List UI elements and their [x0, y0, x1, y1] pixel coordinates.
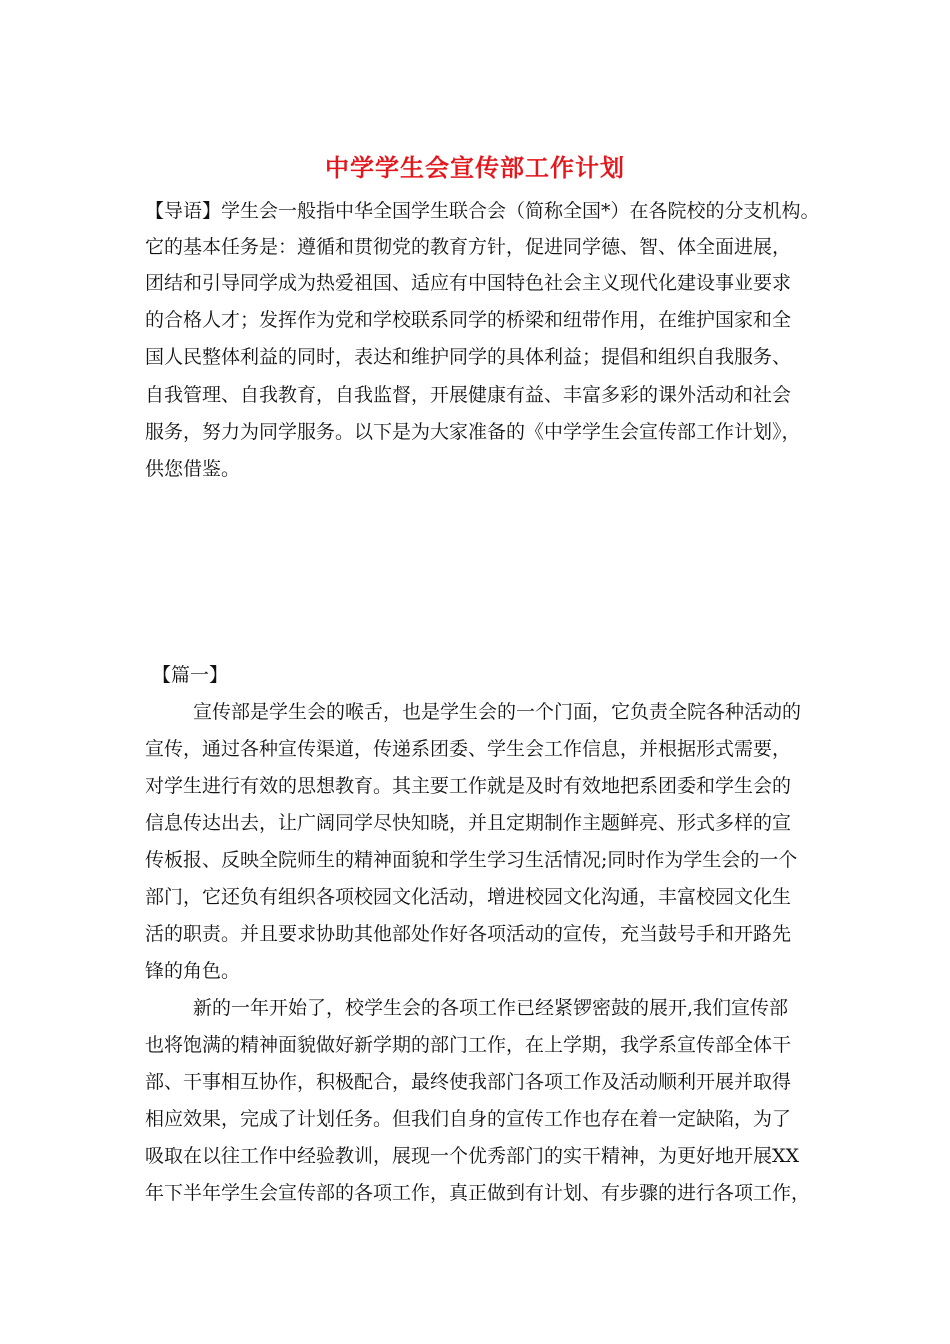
paragraph-line: 信息传达出去，让广阔同学尽快知晓，并且定期制作主题鲜亮、形式多样的宣	[145, 812, 792, 834]
intro-line: 【导语】学生会一般指中华全国学生联合会（简称全国*）在各院校的分支机构。	[145, 200, 820, 222]
paragraph-line: 部门，它还负有组织各项校园文化活动，增进校园文化沟通，丰富校园文化生	[145, 886, 792, 908]
intro-line: 它的基本任务是：遵循和贯彻党的教育方针，促进同学德、智、体全面进展，	[145, 236, 792, 258]
paragraph-line: 部、干事相互协作，积极配合，最终使我部门各项工作及活动顺利开展并取得	[145, 1071, 792, 1093]
paragraph-line: 相应效果，完成了计划任务。但我们自身的宣传工作也存在着一定缺陷，为了	[145, 1108, 792, 1130]
paragraph-line: 新的一年开始了，校学生会的各项工作已经紧锣密鼓的展开,我们宣传部	[193, 997, 789, 1019]
intro-line: 自我管理、自我教育，自我监督，开展健康有益、丰富多彩的课外活动和社会	[145, 384, 792, 406]
section-heading: 【篇一】	[152, 664, 229, 686]
paragraph-line: 宣传部是学生会的喉舌，也是学生会的一个门面，它负责全院各种活动的	[193, 701, 802, 723]
intro-line: 服务，努力为同学服务。以下是为大家准备的《中学学生会宣传部工作计划》，	[145, 421, 801, 443]
intro-line: 的合格人才；发挥作为党和学校联系同学的桥梁和纽带作用，在维护国家和全	[145, 309, 792, 331]
paragraph-line: 对学生进行有效的思想教育。其主要工作就是及时有效地把系团委和学生会的	[145, 775, 792, 797]
paragraph-line: 活的职责。并且要求协助其他部处作好各项活动的宣传，充当鼓号手和开路先	[145, 923, 792, 945]
document-title: 中学学生会宣传部工作计划	[325, 153, 625, 182]
intro-line: 国人民整体利益的同时，表达和维护同学的具体利益；提倡和组织自我服务、	[145, 346, 792, 368]
intro-line: 团结和引导同学成为热爱祖国、适应有中国特色社会主义现代化建设事业要求	[145, 272, 792, 294]
paragraph-line: 也将饱满的精神面貌做好新学期的部门工作，在上学期，我学系宣传部全体干	[145, 1034, 792, 1056]
paragraph-line: 吸取在以往工作中经验教训，展现一个优秀部门的实干精神，为更好地开展XX	[145, 1145, 800, 1167]
paragraph-line: 宣传，通过各种宣传渠道，传递系团委、学生会工作信息，并根据形式需要，	[145, 738, 792, 760]
paragraph-line: 锋的角色。	[145, 960, 241, 982]
paragraph-line: 年下半年学生会宣传部的各项工作，真正做到有计划、有步骤的进行各项工作，	[145, 1182, 811, 1204]
paragraph-line: 传板报、反映全院师生的精神面貌和学生学习生活情况;同时作为学生会的一个	[145, 849, 798, 871]
intro-line: 供您借鉴。	[145, 458, 241, 480]
